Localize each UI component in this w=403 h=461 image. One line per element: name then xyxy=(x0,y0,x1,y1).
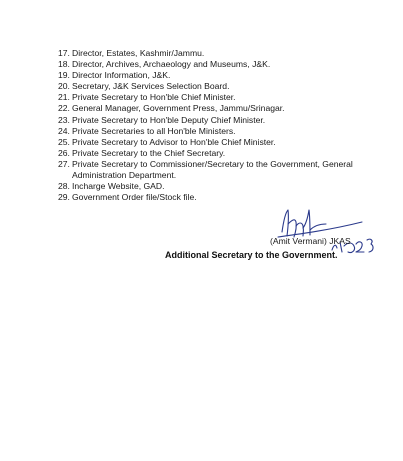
distribution-item-number: 22. xyxy=(58,103,70,114)
distribution-item-text: Private Secretary to Hon'ble Chief Minister. xyxy=(72,92,236,103)
distribution-item xyxy=(58,103,378,114)
distribution-item xyxy=(58,126,378,137)
distribution-item-text: Private Secretaries to all Hon'ble Ministers. xyxy=(72,125,236,136)
distribution-item-number: 19. xyxy=(58,70,70,81)
distribution-item xyxy=(58,137,378,148)
distribution-item xyxy=(58,81,378,92)
distribution-item-text: Private Secretary to the Chief Secretary. xyxy=(72,147,226,158)
distribution-item-text: Director, Archives, Archaeology and Museums, J&K. xyxy=(72,59,271,70)
distribution-item-number: 27. xyxy=(58,158,70,169)
distribution-item-text: General Manager, Government Press, Jammu/Srinagar. xyxy=(72,103,285,114)
distribution-item xyxy=(58,159,378,181)
distribution-list xyxy=(58,48,378,203)
signatory-name: (Amit Vermani) JKAS xyxy=(270,236,351,246)
distribution-item xyxy=(58,148,378,159)
distribution-item-text: Government Order file/Stock file. xyxy=(72,192,197,203)
distribution-item-number: 20. xyxy=(58,81,70,92)
distribution-item xyxy=(58,181,378,192)
distribution-item xyxy=(58,92,378,103)
distribution-item-text: Director, Estates, Kashmir/Jammu. xyxy=(72,48,205,58)
distribution-item-number: 24. xyxy=(58,125,70,136)
distribution-item-number: 21. xyxy=(58,92,70,103)
distribution-item-text: Private Secretary to Advisor to Hon'ble Chief Minister. xyxy=(72,136,276,147)
distribution-item xyxy=(58,192,378,203)
distribution-item-number: 29. xyxy=(58,192,70,203)
distribution-item-text: Secretary, J&K Services Selection Board. xyxy=(72,81,230,92)
distribution-item-text: Private Secretary to Hon'ble Deputy Chief Minister. xyxy=(72,114,266,125)
distribution-item-text: Incharge Website, GAD. xyxy=(72,181,165,192)
signatory-title: Additional Secretary to the Government. xyxy=(165,250,338,260)
distribution-item-number: 23. xyxy=(58,114,70,125)
distribution-item-number: 26. xyxy=(58,147,70,158)
distribution-item xyxy=(58,70,378,81)
distribution-item-text: Private Secretary to Commissioner/Secretary to the Government, General Administration Department. xyxy=(72,158,353,181)
distribution-item xyxy=(58,59,378,70)
distribution-item-number: 28. xyxy=(58,181,70,192)
distribution-item-number: 18. xyxy=(58,59,70,70)
distribution-item-number: 17. xyxy=(58,48,70,58)
distribution-item xyxy=(58,115,378,126)
distribution-item xyxy=(58,48,378,59)
distribution-item-number: 25. xyxy=(58,136,70,147)
distribution-item-text: Director Information, J&K. xyxy=(72,70,171,81)
